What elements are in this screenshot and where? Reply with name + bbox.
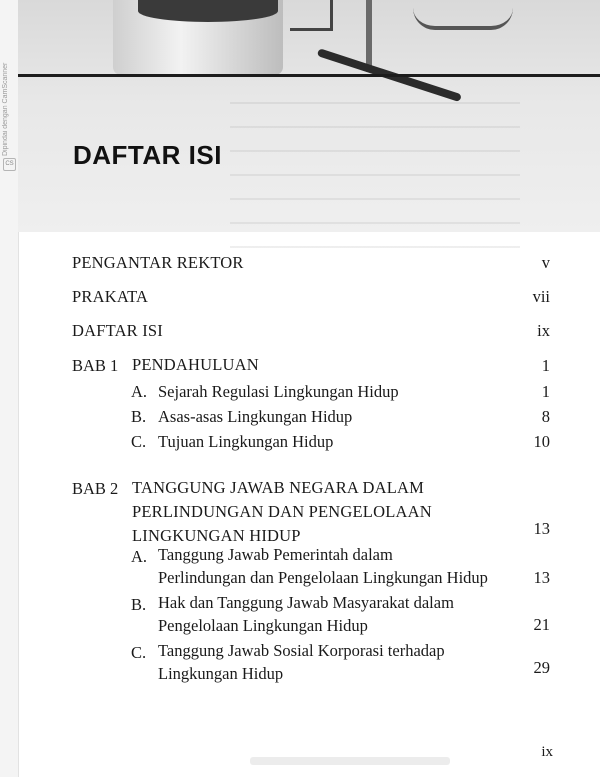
section-letter: C. (131, 643, 147, 662)
chapter-title-line: TANGGUNG JAWAB NEGARA DALAM (132, 478, 424, 497)
section-title-line: Lingkungan Hidup (158, 664, 284, 683)
section-letter: B. (131, 595, 147, 614)
section-letter: A. (131, 382, 148, 401)
chapter-title-line: PERLINDUNGAN DAN PENGELOLAAN (132, 502, 432, 521)
chapter-number: BAB 1 (72, 356, 119, 375)
section-page: 10 (533, 432, 550, 451)
chapter-title: PENDAHULUAN (132, 355, 259, 374)
chapter-title-line: LINGKUNGAN HIDUP (132, 526, 301, 545)
page-title: DAFTAR ISI (73, 140, 222, 170)
section-title-line: Tanggung Jawab Pemerintah dalam (158, 545, 393, 564)
toc-entry-title: DAFTAR ISI (72, 321, 163, 340)
section-page: 8 (541, 407, 550, 426)
section-title: Asas-asas Lingkungan Hidup (158, 407, 353, 426)
toc-entry-page: v (541, 253, 550, 272)
chapter-number: BAB 2 (72, 479, 119, 498)
section-title-line: Pengelolaan Lingkungan Hidup (158, 616, 368, 635)
chapter-page: 1 (541, 356, 550, 375)
toc-entry-title: PRAKATA (72, 287, 149, 306)
section-letter: A. (131, 547, 148, 566)
footer-bleed-through (250, 757, 450, 765)
section-letter: C. (131, 432, 147, 451)
section-title-line: Hak dan Tanggung Jawab Masyarakat dalam (158, 593, 454, 612)
section-letter: B. (131, 407, 147, 426)
scanner-watermark: Dipindai dengan CamScanner (2, 62, 9, 156)
scanner-logo-icon: CS (3, 158, 16, 171)
section-title: Tujuan Lingkungan Hidup (158, 432, 334, 451)
toc-entry-title: PENGANTAR REKTOR (72, 253, 244, 272)
section-title: Sejarah Regulasi Lingkungan Hidup (158, 382, 399, 401)
section-page: 21 (533, 615, 550, 634)
section-page: 13 (533, 568, 550, 587)
footer-page-number: ix (541, 744, 553, 760)
section-page: 1 (541, 382, 550, 401)
chapter-page: 13 (533, 519, 550, 538)
section-title-line: Tanggung Jawab Sosial Korporasi terhadap (158, 641, 445, 660)
toc-entry-page: vii (532, 287, 550, 306)
section-title-line: Perlindungan dan Pengelolaan Lingkungan Hidup (158, 568, 488, 587)
toc-entry-page: ix (537, 321, 550, 340)
section-page: 29 (533, 658, 550, 677)
